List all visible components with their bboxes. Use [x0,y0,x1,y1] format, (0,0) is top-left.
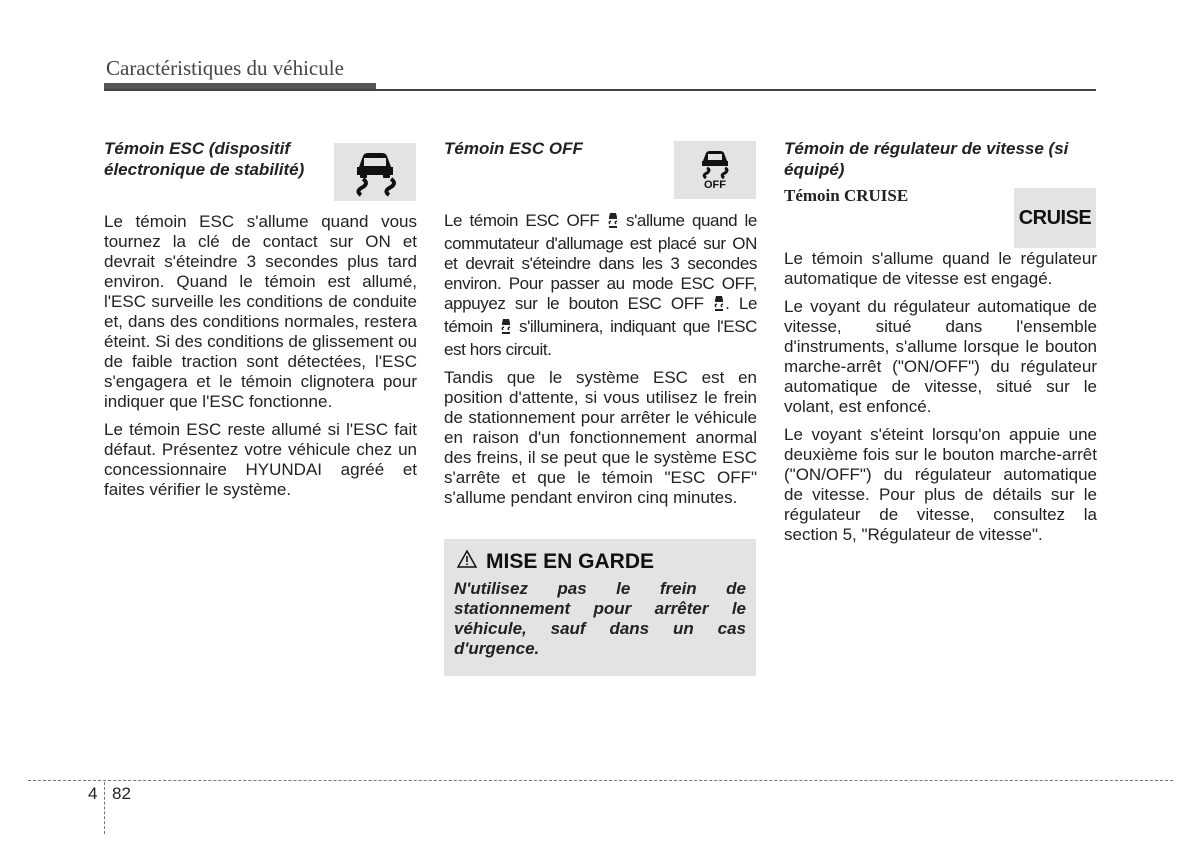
esc-body [104,212,417,500]
esc-off-inline-icon [607,211,619,234]
caution-title: MISE EN GARDE [486,550,655,573]
esc-off-icon-label: OFF [704,179,726,191]
caution-box [444,539,756,676]
esc-off-inline-icon [713,294,725,317]
esc-off-heading: Témoin ESC OFF [444,139,583,158]
text-run: s'illuminera, indiquant que l'ESC est hors circuit. [444,317,758,359]
column-esc [104,138,417,508]
page-header-title: Caractéristiques du véhicule [106,56,344,80]
paragraph [444,211,757,360]
caution-text: N'utilisez pas le frein de stationnement pour arrêter le véhicule, sauf dans un cas d'urgence. [454,579,746,658]
esc-off-inline-icon [500,317,512,340]
esc-off-icon [674,141,756,199]
cruise-icon-label: CRUISE [1018,206,1092,229]
esc-off-body [444,211,757,508]
caution-title-row [456,549,654,575]
paragraph: Tandis que le système ESC est en position d'attente, si vous utilisez le frein de stationnement pour arrêter le véhicule en raison d'un fonctionnement anormal des freins, il se peut que le système ESC s'arrête et que le témoin "ESC OFF" s'allume pendant environ cinq minutes. [444,368,757,507]
warning-triangle-icon [456,549,478,575]
column-esc-off [444,138,757,516]
esc-heading: Témoin ESC (dispositif électronique de stabilité) [104,139,305,179]
cruise-heading: Témoin de régulateur de vitesse (si équipé) [784,139,1069,179]
text-run: Le témoin ESC OFF [444,211,600,230]
esc-warning-icon [334,143,416,201]
page-number: 82 [112,784,131,803]
cruise-body [784,249,1097,545]
column-cruise [784,138,1097,553]
paragraph: Le témoin ESC s'allume quand vous tournez la clé de contact sur ON et devrait s'éteindre 3 secondes plus tard environ. Quand le témoin est allumé, l'ESC surveille les conditions de conduite et, dans des conditions normales, restera éteint. Si des conditions de glissement ou de faible traction sont détectées, l'ESC s'engagera et le témoin clignotera pour indiquer que l'ESC fonctionne. [104,212,417,411]
esc-heading-block [104,138,417,180]
section-number: 4 [88,784,98,803]
esc-off-heading-block [444,138,757,191]
cruise-indicator-icon [1014,188,1096,248]
paragraph: Le voyant s'éteint lorsqu'on appuie une deuxième fois sur le bouton marche-arrêt ("ON/OFF") du régulateur automatique de vitesse. Pour plus de détails sur le régulateur de vitesse, consultez la section 5, "Régulateur de vitesse". [784,425,1097,544]
paragraph: Le voyant du régulateur automatique de vitesse, situé dans l'ensemble d'instruments, s'allume lorsque le bouton marche-arrêt ("ON/OFF") du régulateur automatique de vitesse, situé sur le volant, est enfoncé. [784,297,1097,416]
header-rule [104,89,1096,91]
footer-rule [28,780,1173,781]
text-run: . Le témoin [444,294,757,336]
text-run: s'allume quand le commutateur d'allumage est placé sur ON et devrait s'éteindre dans les 3 secondes environ. Pour passer au mode ESC OFF, appuyez sur le bouton ESC OFF [444,211,757,313]
cruise-subheading: Témoin CRUISE [784,186,909,205]
paragraph: Le témoin ESC reste allumé si l'ESC fait défaut. Présentez votre véhicule chez un concessionnaire HYUNDAI agréé et faites vérifier le système. [104,420,417,499]
footer-divider [104,782,105,834]
paragraph: Le témoin s'allume quand le régulateur automatique de vitesse est engagé. [784,249,1097,288]
cruise-heading-block [784,138,1097,229]
